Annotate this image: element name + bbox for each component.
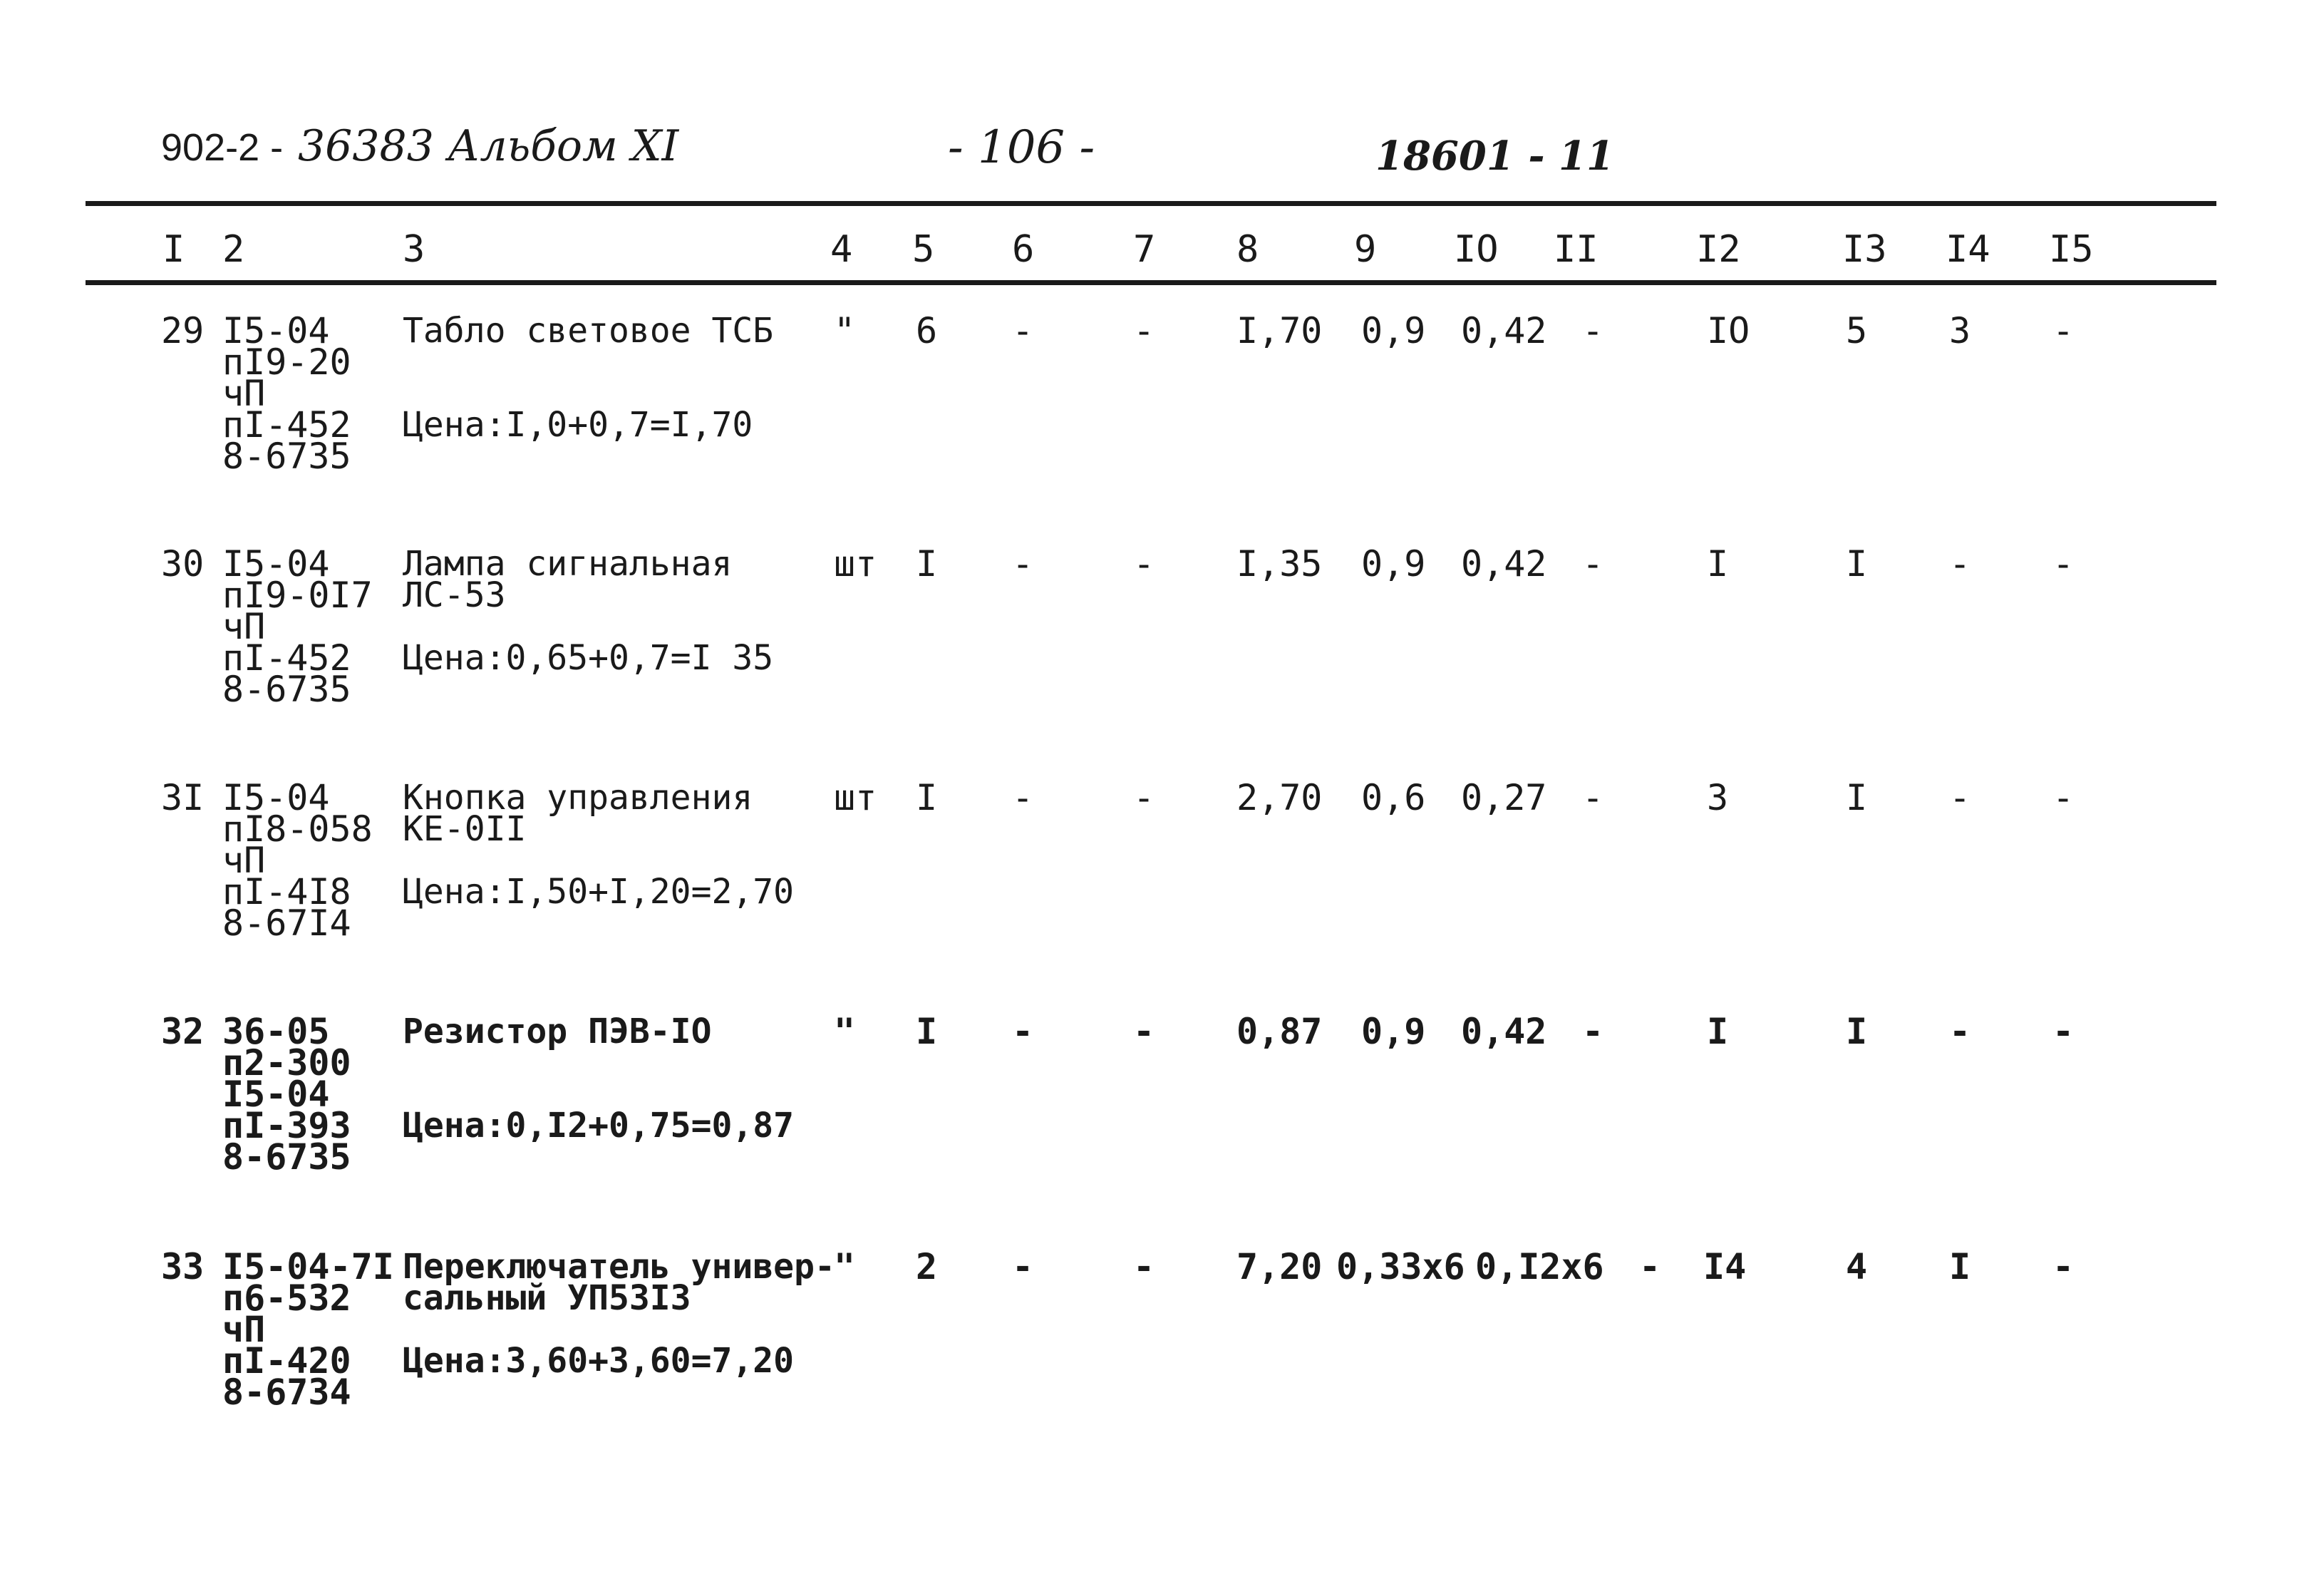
- column-header: 8: [1236, 228, 1259, 271]
- column-header: I4: [1946, 228, 1990, 271]
- column-header: I3: [1842, 228, 1887, 271]
- column-header: IO: [1454, 228, 1499, 271]
- row-cell-c9: 0,6: [1361, 777, 1426, 818]
- row-cell-c14: -: [1949, 777, 1971, 818]
- row-price-formula: Цена:0,65+0,7=I 35: [403, 638, 774, 678]
- row-code-line: I5-04: [222, 1074, 330, 1115]
- row-name-line: Табло световое ТСБ: [403, 311, 774, 351]
- row-cell-c11: -: [1582, 543, 1604, 585]
- row-name-line: сальный УП53I3: [403, 1278, 691, 1318]
- row-code-line: п6-532: [222, 1277, 351, 1319]
- document-reference: 18601 - 11: [1375, 133, 1614, 180]
- row-cell-c11: -: [1582, 310, 1604, 351]
- row-cell-c12: I: [1707, 543, 1729, 585]
- row-cell-c5: I: [916, 543, 938, 585]
- row-code-line: I5-04: [222, 310, 330, 351]
- top-rule: [86, 201, 2216, 206]
- row-cell-c12: I4: [1703, 1246, 1747, 1287]
- document-code: 902-2 -: [161, 126, 284, 169]
- row-number: 32: [161, 1011, 205, 1052]
- column-header: I5: [2049, 228, 2094, 271]
- row-cell-c8: 0,87: [1236, 1011, 1323, 1052]
- row-cell-c8: 2,70: [1236, 777, 1323, 818]
- row-code-line: п2-300: [222, 1042, 351, 1084]
- row-cell-c13: 4: [1846, 1246, 1868, 1287]
- row-code-line: 36-05: [222, 1011, 330, 1052]
- row-cell-c9: 0,9: [1361, 543, 1426, 585]
- album-handwritten-note: 36383 Альбом XI: [298, 121, 679, 171]
- row-cell-c6: -: [1012, 310, 1034, 351]
- row-cell-c5: 6: [916, 310, 938, 351]
- row-cell-c12: 3: [1707, 777, 1729, 818]
- row-cell-c5: I: [916, 1011, 938, 1052]
- row-name-line: КЕ-0II: [403, 809, 527, 849]
- row-code-line: I5-04: [222, 777, 330, 818]
- row-cell-c7: -: [1133, 1246, 1155, 1287]
- row-cell-c10: 0,I2х6: [1475, 1246, 1604, 1287]
- row-cell-c9: 0,9: [1361, 1011, 1426, 1052]
- row-name-line: Кнопка управления: [403, 778, 753, 818]
- row-code-line: пI8-058: [222, 808, 373, 850]
- column-header: 3: [403, 228, 425, 271]
- row-cell-c11: -: [1582, 1011, 1604, 1052]
- row-price-formula: Цена:0,I2+0,75=0,87: [403, 1106, 795, 1146]
- row-cell-c7: -: [1133, 310, 1155, 351]
- row-cell-c15: -: [2052, 777, 2075, 818]
- row-code-line: чП: [222, 840, 266, 881]
- row-cell-c6: -: [1012, 543, 1034, 585]
- row-cell-c12: IO: [1707, 310, 1750, 351]
- row-cell-c12: I: [1707, 1011, 1729, 1052]
- row-cell-c13: 5: [1846, 310, 1868, 351]
- row-cell-c13: I: [1846, 543, 1868, 585]
- row-number: 30: [161, 543, 205, 585]
- row-name-line: Лампа сигнальная: [403, 544, 733, 584]
- row-code-line: чП: [222, 1309, 266, 1350]
- row-price-formula: Цена:I,50+I,20=2,70: [403, 872, 795, 912]
- row-code-line: 8-6735: [222, 436, 351, 477]
- row-cell-c14: I: [1949, 1246, 1971, 1287]
- row-cell-c13: I: [1846, 777, 1868, 818]
- header-bottom-rule: [86, 280, 2216, 285]
- row-cell-c4: ": [834, 310, 856, 351]
- row-name-line: ЛС-53: [403, 575, 506, 615]
- column-header: 4: [830, 228, 853, 271]
- row-cell-c7: -: [1133, 1011, 1155, 1052]
- row-code-line: пI9-20: [222, 341, 351, 383]
- row-cell-c10: 0,27: [1461, 777, 1547, 818]
- row-name-line: Резистор ПЭВ-IO: [403, 1012, 712, 1051]
- row-cell-c15: -: [2052, 1011, 2075, 1052]
- column-header: 2: [222, 228, 245, 271]
- row-cell-c9: 0,33х6: [1336, 1246, 1465, 1287]
- row-cell-c10: 0,42: [1461, 310, 1547, 351]
- row-cell-c8: I,35: [1236, 543, 1323, 585]
- row-code-line: чП: [222, 606, 266, 647]
- row-name-line: Переключатель универ-: [403, 1247, 835, 1287]
- row-number: 3I: [161, 777, 205, 818]
- row-cell-c6: -: [1012, 777, 1034, 818]
- row-code-line: пI-393: [222, 1105, 351, 1146]
- row-cell-c7: -: [1133, 543, 1155, 585]
- row-cell-c4: ": [834, 1011, 856, 1052]
- row-code-line: пI9-0I7: [222, 575, 373, 616]
- row-code-line: 8-6735: [222, 669, 351, 710]
- row-cell-c4: ": [834, 1246, 856, 1287]
- row-code-line: 8-6734: [222, 1372, 351, 1413]
- row-cell-c11: -: [1582, 777, 1604, 818]
- row-cell-c8: I,70: [1236, 310, 1323, 351]
- column-header: I2: [1696, 228, 1741, 271]
- row-cell-c9: 0,9: [1361, 310, 1426, 351]
- row-number: 29: [161, 310, 205, 351]
- row-cell-c15: -: [2052, 310, 2075, 351]
- row-code-line: I5-04: [222, 543, 330, 585]
- row-cell-c7: -: [1133, 777, 1155, 818]
- row-cell-c15: -: [2052, 1246, 2075, 1287]
- row-cell-c10: 0,42: [1461, 543, 1547, 585]
- column-header: 9: [1354, 228, 1377, 271]
- row-cell-c10: 0,42: [1461, 1011, 1547, 1052]
- row-cell-c14: -: [1949, 543, 1971, 585]
- column-header: 5: [912, 228, 935, 271]
- page-number: - 106 -: [948, 121, 1095, 174]
- row-cell-c8: 7,20: [1236, 1246, 1323, 1287]
- row-cell-c15: -: [2052, 543, 2075, 585]
- row-cell-c13: I: [1846, 1011, 1868, 1052]
- row-code-line: I5-04-7I: [222, 1246, 394, 1287]
- column-header: II: [1554, 228, 1599, 271]
- row-cell-c5: 2: [916, 1246, 938, 1287]
- row-cell-c4: шт: [834, 777, 877, 818]
- row-cell-c11: -: [1639, 1246, 1661, 1287]
- row-code-line: 8-67I4: [222, 902, 351, 944]
- row-price-formula: Цена:3,60+3,60=7,20: [403, 1341, 795, 1381]
- row-cell-c6: -: [1012, 1246, 1034, 1287]
- row-code-line: чП: [222, 373, 266, 414]
- row-number: 33: [161, 1246, 205, 1287]
- row-code-line: пI-4I8: [222, 871, 351, 912]
- row-cell-c6: -: [1012, 1011, 1034, 1052]
- row-code-line: 8-6735: [222, 1136, 351, 1178]
- row-code-line: пI-452: [222, 637, 351, 679]
- column-header: 6: [1012, 228, 1035, 271]
- row-cell-c14: -: [1949, 1011, 1971, 1052]
- column-header: I: [162, 228, 185, 271]
- row-cell-c5: I: [916, 777, 938, 818]
- row-cell-c14: 3: [1949, 310, 1971, 351]
- row-code-line: пI-420: [222, 1340, 351, 1382]
- column-header: 7: [1133, 228, 1156, 271]
- row-price-formula: Цена:I,0+0,7=I,70: [403, 405, 753, 445]
- row-code-line: пI-452: [222, 404, 351, 446]
- row-cell-c4: шт: [834, 543, 877, 585]
